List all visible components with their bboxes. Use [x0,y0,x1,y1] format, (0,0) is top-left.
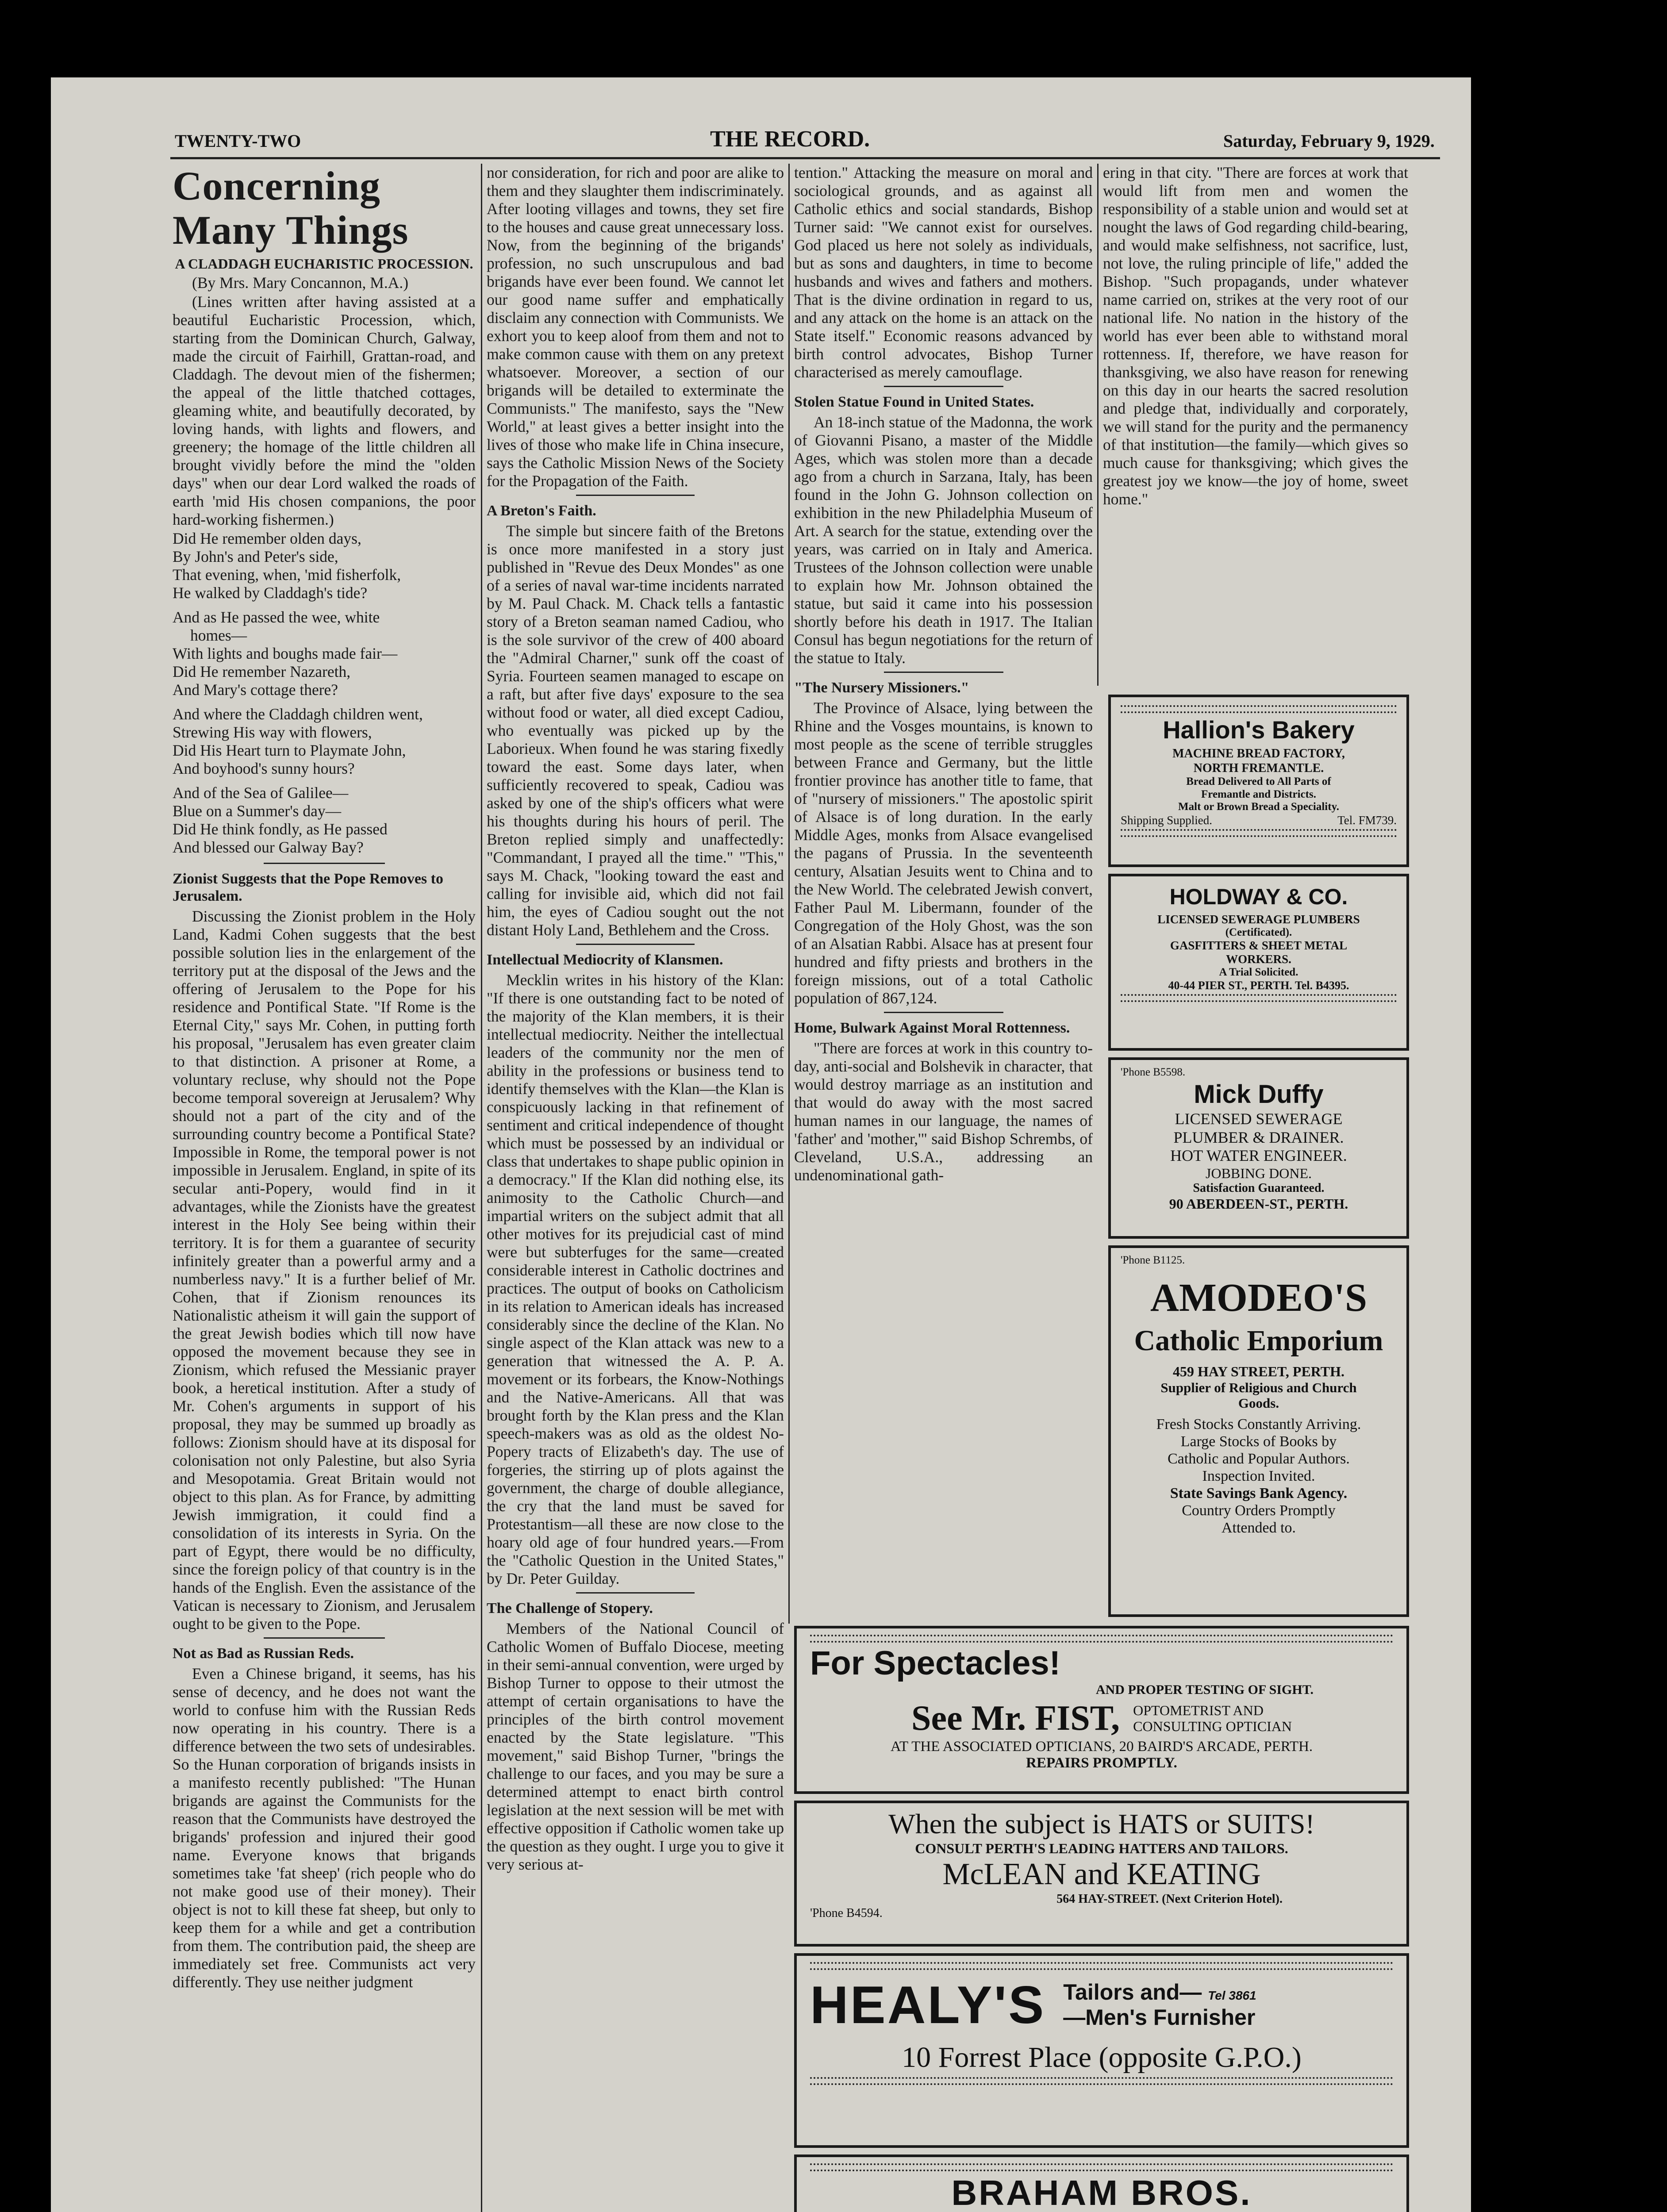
ad-line [1133,1702,1292,1734]
advertiser-subtitle: Catholic Emporium [1134,1324,1383,1357]
ad-healys [794,1953,1409,2148]
ad-line: LICENSED SEWERAGE [1175,1110,1343,1128]
article-paragraph: Members of the National Council of Catholic Women of Buffalo Diocese, meeting in their semi-annual convention, were urged by Bishop Turner to oppose to their utmost the attempt of certain organisations to have the principles of the birth control movement enacted by the State legislature. "This movement," said Bishop Turner, "brings the challenge to our faces, and you may be sure a determined attempt to enact birth control legislation at the next session will be met with effective opposition if Catholic women take up the question as they ought. I urge you to give it very serious at- [487,1620,784,1873]
ad-line: Catholic and Popular Authors. [1168,1451,1350,1467]
poem-line: And Mary's cottage there? [173,681,338,699]
advertiser-name: HOLDWAY & CO. [1169,884,1348,909]
poem-line: Strewing His way with flowers, [173,723,372,741]
ad-line: CONSULTING OPTICIAN [1133,1718,1292,1734]
ad-border-ornament [810,2077,1393,2085]
newspaper-sheet [51,77,1471,2212]
ad-border-ornament [1121,994,1397,1002]
ad-line: NORTH FREMANTLE. [1193,761,1324,775]
poem-stanza [173,784,476,856]
poem-line: Did He remember Nazareth, [173,663,351,680]
article-column-4 [1103,164,1408,686]
ad-line: Bread Delivered to All Parts of [1186,775,1331,787]
article-paragraph: The simple but sincere faith of the Bretons is once more manifested in a story just published in "Revue des Deux Mondes" as one of a series of naval war-time incidents narrated by M. Paul Chack. M. Chack tells a fantastic story of a Breton seaman named Cadiou, who is the sole survivor of the crew of 400 aboard the "Admiral Charner," sunk off the coast of Syria. Fourteen seamen managed to escape on a raft, but after five days' exposure to the sea without food or water, all died except Cadiou, who eventually was picked up by the Laborieux. When found he was staring fixedly toward the east. Some days later, when sufficiently recovered to speak, Cadiou was asked by one of the ship's officers what were his thoughts during his hours of peril. The Breton replied simply and unaffectedly: "Commandant, I prayed all the time." "This," says M. Chack, "looking toward the east and calling for invisible aid, which did not fail him, the eyes of Cadiou sought out the not distant Holy Land, Bethlehem and the Cross. [487,522,784,939]
section-divider [884,386,1003,387]
ad-line: A Trial Solicited. [1219,966,1298,979]
ad-line: HOT WATER ENGINEER. [1170,1147,1347,1165]
article-paragraph: ering in that city. "There are forces at work that would lift from men and women the responsibility of a stable union and would set at nought the laws of God regarding child-bearing, and would make selfishness, not sacrifice, lust, not love, the ruling principle of life," added the Bishop. "Such propagands, under whatever name carried on, strikes at the very root of our national life. No nation in the history of the world has ever been able to withstand moral rottenness. If, therefore, we have reason for thanksgiving, we also have reason for renewing on this day in our hearts the sacred resolution and pledge that, individually and corporately, we will stand for the purity and the permanency of that institution—the family—which gives so much cause for thanksgiving; which gives the greatest joy we know—the joy of home, sweet home." [1103,164,1408,508]
article-paragraph: Discussing the Zionist problem in the Holy Land, Kadmi Cohen suggests that the best possible solution lies in the enlargement of the territory put at the disposal of the Jews and the offering of Jerusalem to the Pope for his residence and Pontifical State. "If Rome is the Eternal City," says Mr. Cohen, in putting forth his proposal, "Jerusalem has even greater claim to that distinction. A prisoner at Rome, a voluntary recluse, why should not the Pope become temporal sovereign at Jerusalem? Why should not a part of the city and of the surrounding country become a Pontifical State? Impossible in Rome, the temporal power is not impossible in Jerusalem. England, in spite of its secular anti-Popery, would find in it advantages, while the Zionists have the greatest interest in the Holy See being within their territory. It is for them a guarantee of security infinitely greater than a powerful army and a numberless navy." It is a further belief of Mr. Cohen, that if Zionism renounces its Nationalistic atheism it will gain the support of the great Jewish bodies which till now have opposed the movement because they see in Zionism, which refused the Messianic prayer book, a heretical institution. After a study of Mr. Cohen's arguments in support of his proposal, they may be summed up broadly as follows: Zionism should have at its disposal for colonisation not only Palestine, but also Syria and Mesopotamia. Great Britain would not object to this plan. As for France, by admitting Jewish immigration, it could find a consolidation of its interests in Syria. On the part of Egypt, there would be no difficulty, since the foreign policy of that country is in the hands of the English. Even the assistance of the Vatican is necessary to Zionism, and Jerusalem ought to be given to the Pope. [173,907,476,1632]
poem-line: homes— [190,626,247,644]
issue-date: Saturday, February 9, 1929. [1223,131,1435,151]
advertiser-name: AMODEO'S [1150,1275,1367,1320]
ad-line: Country Orders Promptly [1182,1502,1336,1519]
ad-line: 40-44 PIER ST., PERTH. Tel. B4395. [1168,979,1349,992]
article-heading: A CLADDAGH EUCHARISTIC PROCESSION. [175,256,473,272]
ad-line: Satisfaction Guaranteed. [1193,1181,1325,1195]
article-paragraph: The Province of Alsace, lying between the Rhine and the Vosges mountains, is known to most people as the scene of terrible struggles between France and Germany, but the little frontier province has another title to fame, that of "nursery of missioners." The apostolic spirit of Alsace is of long duration. In the early Middle Ages, monks from Alsace evangelised the pagans of Prussia. In the seventeenth century, Alsatian Jesuits went to China and to the New World. The celebrated Jewish convert, Father Paul M. Libermann, founder of the Congregation of the Holy Ghost, was the son of an Alsatian Rabbi. Alsace has at present four hundred and fifty priests and brothers in the foreign missions, out of a total Catholic population of 867,124. [794,699,1093,1007]
column-rule [481,164,482,2212]
ad-border-ornament [810,1962,1393,1970]
ad-line: LICENSED SEWERAGE PLUMBERS [1157,912,1360,926]
page-feature-title: Concerning Many Things [173,164,409,253]
ad-border-ornament [810,1635,1393,1643]
ad-line: Large Stocks of Books by [1180,1433,1337,1450]
ad-line [1063,1980,1256,2031]
section-divider [576,944,695,945]
ad-holdway [1108,874,1409,1051]
ad-line: AND PROPER TESTING OF SIGHT. [1095,1682,1314,1697]
ad-line: 90 ABERDEEN-ST., PERTH. [1169,1195,1348,1212]
column-rule [788,164,790,1624]
article-paragraph: Even a Chinese brigand, it seems, has his sense of decency, and he does not want the world to confuse him with the Russian Reds now operating in his country. There is a difference between the two sets of undesirables. So the Hunan corporation of brigands insists in a manifesto recently published: "The Hunan brigands are against the Communists for the reason that the Communists have destroyed the brigands' profession and injured their good name. Everyone knows that brigands sometimes take 'fat sheep' (rich people who do not make good use of their money). Their object is not to kill these fat sheep, but only to keep them for a while and get a contribution from them. The contribution paid, the sheep are immediately set free. Communists act very differently. They use neither judgment [173,1665,476,1991]
advertiser-name: McLEAN and KEATING [942,1857,1261,1891]
article-paragraph: tention." Attacking the measure on moral and sociological grounds, and as against all Catholic ethics and social standards, Bishop Turner said: "We cannot exist for ourselves. God placed us here not solely as individuals, but as sons and daughters, in time to become husbands and wives and fathers and mothers. That is the divine ordination in regard to us, and any attack on the home is an attack on the State itself." Economic reasons advanced by birth control advocates, Bishop Turner characterised as merely camouflage. [794,164,1093,381]
page-number: TWENTY-TWO [175,131,301,151]
ad-line: Malt or Brown Bread a Speciality. [1178,801,1339,813]
ad-line: Supplier of Religious and Church [1160,1379,1357,1395]
article-heading: Zionist Suggests that the Pope Removes to Jerusalem. [173,871,443,904]
ad-line: 564 HAY-STREET. (Next Criterion Hotel). [1056,1892,1283,1906]
ad-line: (Certificated). [1225,926,1292,938]
ad-line: 459 HAY STREET, PERTH. [1173,1363,1344,1379]
ad-headline: For Spectacles! [810,1644,1060,1682]
ad-line: Attended to. [1221,1520,1296,1536]
ad-line: 10 Forrest Place (opposite G.P.O.) [902,2041,1302,2074]
poem-stanza [173,608,476,699]
ad-phone: Tel. FM739. [1337,814,1397,827]
header-rule [170,157,1440,159]
ad-headline: When the subject is HATS or SUITS! [888,1808,1315,1839]
article-column-2 [487,164,784,2212]
ad-line: MACHINE BREAD FACTORY, [1172,747,1345,761]
ad-mick-duffy [1108,1057,1409,1239]
masthead: THE RECORD. [710,127,870,152]
article-heading: A Breton's Faith. [487,503,596,519]
ad-line: Fremantle and Districts. [1201,788,1316,800]
article-heading: Home, Bulwark Against Moral Rottenness. [794,1020,1070,1036]
ad-border-ornament [1121,829,1397,837]
poem-line: And of the Sea of Galilee— [173,784,349,802]
ad-braham-bros [794,2154,1409,2212]
ad-line: Tailors and— [1063,1979,1202,2005]
poem-line: Did He remember olden days, [173,530,361,547]
advertiser-name: See Mr. FIST, [911,1698,1120,1738]
article-paragraph: Mecklin writes in his history of the Klan: "If there is one outstanding fact to be noted of the majority of the Klan members, it is their intellectual mediocrity. Neither the intellectual leaders of the community nor the men of ability in the professions or business tend to identify themselves with the Klan—the Klan is conspicuously lacking in that refinement of sentiment and critical independence of thought which must be possessed by an individual or class that undertakes to shape public opinion in a democracy." If the Klan did nothing else, its animosity to the Catholic Church—and impartial writers on the subject admit that all other motives for its prejudicial cast of mind were but subterfuges for the same—created considerable interest in Catholic doctrines and practices. The output of books on Catholicism in its relation to American ideals has increased considerably since the decline of the Klan. No single aspect of the Klan attack was new to a generation that witnessed the A. P. A. movement or its forbears, the Know-Nothings and the Native-Americans. All that was brought forth by the Klan press and the Klan speech-makers was as old as the oldest No-Popery tracts of Elizabeth's day. The use of forgeries, the stirring up of plots against the government, the charge of double allegiance, the cry that the land must be saved for Protestantism—all these are now close to the hoary old age of four hundred years.—From the "Catholic Question in the United States," by Dr. Peter Guilday. [487,971,784,1587]
ad-line: PLUMBER & DRAINER. [1173,1128,1344,1146]
section-divider [264,863,385,864]
article-heading: Stolen Statue Found in United States. [794,394,1034,410]
poem-stanza [173,530,476,602]
ad-phone: 'Phone B1125. [1121,1254,1185,1266]
section-divider [576,1592,695,1594]
byline: (By Mrs. Mary Concannon, M.A.) [192,274,409,292]
section-divider [884,1012,1003,1013]
ad-line: Shipping Supplied. [1121,814,1213,827]
poem-line: Blue on a Summer's day— [173,802,342,820]
poem-line: And boyhood's sunny hours? [173,760,355,777]
ad-phone: 'Phone B4594. [810,1906,883,1920]
ad-line [810,1698,1393,1739]
ad-line: OPTOMETRIST AND [1133,1702,1264,1718]
ad-amodeos [1108,1245,1409,1617]
article-paragraph: nor consideration, for rich and poor are alike to them and they slaughter them indiscriminately. After looting villages and towns, they set fire to the houses and cause great unnecessary loss. Now, from the beginning of the brigands' profession, no such unscrupulous and bad brigands have ever been found. We cannot let our good name suffer and emphatically disclaim any connection with Communists. We exhort you to keep aloof from them and not to make common cause with them on any pretext whatsoever. Moreover, a section of our brigands will be detailed to exterminate the Communists." The manifesto, says the "New World," at least gives a better insight into the lives of those who make life in China insecure, says the Catholic Mission News of the Society for the Propagation of the Faith. [487,164,784,490]
ad-line [1063,1980,1256,2005]
ad-line: JOBBING DONE. [1206,1165,1312,1181]
ad-line [810,1976,1393,2034]
ad-mr-fist [794,1626,1409,1794]
ad-mclean-keating [794,1801,1409,1947]
poem-line: And as He passed the wee, white [173,608,380,626]
poem-line: With lights and boughs made fair— [173,645,398,662]
column-rule [1097,164,1099,686]
advertiser-name: Mick Duffy [1194,1079,1324,1109]
advertiser-name: HEALY'S [810,1975,1046,2035]
ad-line: CONSULT PERTH'S LEADING HATTERS AND TAILORS. [915,1840,1288,1856]
ad-line: Fresh Stocks Constantly Arriving. [1156,1416,1361,1432]
section-divider [264,1637,385,1639]
ad-line: WORKERS. [1226,952,1291,966]
poem-line: And blessed our Galway Bay? [173,838,364,856]
ad-line: State Savings Bank Agency. [1170,1485,1348,1502]
poem-stanza [173,705,476,778]
article-paragraph: An 18-inch statue of the Madonna, the work of Giovanni Pisano, a master of the Middle Ages, which was stolen more than a decade ago from a church in Sarzana, Italy, has been found in the John G. Johnson collection on exhibition in the new Philadelphia Museum of Art. A search for the statue, extending over the years, was carried on in Italy and America. Trustees of the Johnson collection were unable to explain how Mr. Johnson obtained the statue, but said it came into his possession shortly before his death in 1917. The Italian Consul has begun negotiations for the return of the statue to Italy. [794,413,1093,667]
advertiser-name: Hallion's Bakery [1163,716,1355,744]
ad-line: —Men's Furnisher [1063,2005,1256,2030]
section-divider [884,672,1003,673]
ad-phone: Tel 3861 [1208,1988,1256,2002]
ad-line: Goods. [1238,1395,1279,1411]
section-divider [576,495,695,496]
ad-hallions-bakery [1108,695,1409,867]
poem-line: Did He think fondly, as He passed [173,820,388,838]
ad-line: GASFITTERS & SHEET METAL [1170,939,1348,952]
article-heading: The Challenge of Stopery. [487,1600,653,1617]
article-heading: Not as Bad as Russian Reds. [173,1645,354,1662]
article-column-1 [173,164,476,2212]
advertiser-name: BRAHAM BROS. [951,2173,1252,2212]
ad-line: Inspection Invited. [1202,1468,1315,1485]
ad-line: AT THE ASSOCIATED OPTICIANS, 20 BAIRD'S ARCADE, PERTH. [890,1738,1313,1755]
ad-border-ornament [1121,705,1397,713]
article-heading: "The Nursery Missioners." [794,680,969,696]
ad-line: REPAIRS PROMPTLY. [1026,1755,1177,1771]
poem-line: That evening, when, 'mid fisherfolk, [173,566,401,584]
poem-line: And where the Claddagh children went, [173,705,423,723]
article-paragraph: (Lines written after having assisted at a beautiful Eucharistic Procession, which, starting from the Dominican Church, Galway, made the circuit of Fairhill, Grattan-road, and Claddagh. The devout mien of the fishermen; the appeal of the little thatched cottages, gleaming white, and beautifully decorated, by loving hands, with lights and flowers, and greenery; the homage of the little children all brought vividly before the mind the "olden days" when our dear Lord walked the roads of earth 'mid His chosen companions, the poor hard-working fishermen.) [173,293,476,528]
ad-line [1121,814,1397,827]
ad-border-ornament [810,2163,1393,2171]
ad-phone: 'Phone B5598. [1121,1066,1186,1078]
poem-line: By John's and Peter's side, [173,548,338,565]
poem-line: Did His Heart turn to Playmate John, [173,741,406,759]
article-paragraph: "There are forces at work in this country to-day, anti-social and Bolshevik in character, that would destroy marriage as an institution and that would do away with the most sacred human names in our language, the names of 'father' and 'mother,'" said Bishop Schrembs, of Cleveland, U.S.A., addressing an undenominational gath- [794,1039,1093,1184]
article-heading: Intellectual Mediocrity of Klansmen. [487,952,723,968]
article-column-3 [794,164,1093,1606]
poem-line: He walked by Claddagh's tide? [173,584,368,602]
